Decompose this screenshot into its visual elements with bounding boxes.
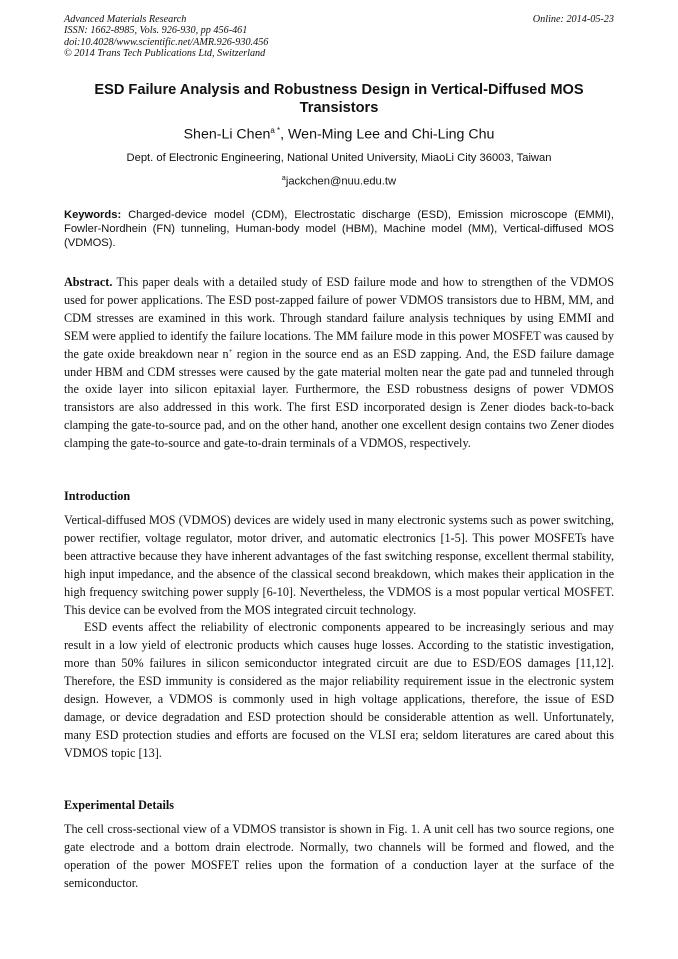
- journal-name: Advanced Materials Research: [64, 14, 187, 25]
- journal-copyright: © 2014 Trans Tech Publications Ltd, Switzerland: [64, 47, 266, 59]
- keywords-text: Charged-device model (CDM), Electrostatic discharge (ESD), Emission microscope (EMMI), Fowler-Nordhein (FN) tunneling, Human-body model (HBM), Machine model (MM), Vertical-diffused MOS (VDMOS).: [64, 209, 614, 250]
- introduction-body: [64, 512, 614, 763]
- abstract-superscript: +: [228, 346, 233, 355]
- email-address: jackchen@nuu.edu.tw: [285, 175, 397, 188]
- introduction-heading: Introduction: [64, 489, 131, 503]
- author-first: Shen-Li Chen: [183, 126, 271, 143]
- abstract-text-part1: This paper deals with a detailed study of ESD failure mode and how to strengthen of the VDMOS used for power applications. The ESD post-zapped failure of power VDMOS transistors due to HBM, MM, and CDM stresses are examined in this work. Through standard failure analysis techniques by using EMMI and SEM were applied to identify the failure locations. The MM failure mode in this power MOSFET was caused by the gate oxide breakdown near n: [64, 275, 615, 361]
- journal-issn: ISSN: 1662-8985, Vols. 926-930, pp 456-461: [64, 25, 248, 37]
- email-affil-mark: a: [281, 175, 286, 182]
- affiliation: Dept. of Electronic Engineering, National United University, MiaoLi City 36003, Taiwan: [126, 152, 552, 164]
- online-date: Online: 2014-05-23: [532, 14, 614, 25]
- experimental-paragraph-1: The cell cross-sectional view of a VDMOS transistor is shown in Fig. 1. A unit cell has two source regions, one gate electrode and a bottom drain electrode. Normally, two channels will be formed and flowed, and the operation of the power MOSFET relies upon the formation of a conduction layer at the surface of the semiconductor.: [64, 822, 614, 890]
- journal-doi: doi:10.4028/www.scientific.net/AMR.926-930.456: [64, 36, 269, 48]
- experimental-heading: Experimental Details: [64, 798, 175, 812]
- introduction-paragraph-1: Vertical-diffused MOS (VDMOS) devices are widely used in many electronic systems such as power switching, power rectifier, voltage regulator, motor driver, and automatic electronics [1-5]. This power MOSFETs have been attractive because they have inherent advantages of the fast switching response, excellent thermal stability, high input impedance, and the absence of the classical second breakdown, which makes their application in the high frequency switching power supply [6-10]. Nevertheless, the VDMOS is a most popular vertical MOSFET. This device can be evolved from the MOS integrated circuit technology.: [64, 513, 614, 617]
- author-email: [64, 172, 614, 189]
- keywords-label: Keywords:: [64, 209, 122, 221]
- abstract-label: Abstract.: [64, 275, 113, 289]
- abstract: [64, 274, 614, 453]
- author-rest: , Wen-Ming Lee and Chi-Ling Chu: [280, 126, 495, 143]
- journal-header: [64, 14, 268, 59]
- introduction-paragraph-2: ESD events affect the reliability of electronic components appeared to be increasingly serious and may result in a low yield of electronic products which causes huge losses. According to the statistic investigation, more than 50% failures in silicon semiconductor integrated circuit are due to ESD/EOS damages [11,12]. Therefore, the ESD immunity is considered as the major reliability requirement issue in the electronic system design. However, a VDMOS is commonly used in high voltage applications, therefore, the issue of ESD damage, or device degradation and ESD protection should be considerable attention as well. Unfortunately, many ESD protection studies and efforts are focused on the VLSI era; seldom literatures are cared about this VDMOS topic [13].: [64, 620, 614, 760]
- author-list: [64, 122, 614, 144]
- paper-title: ESD Failure Analysis and Robustness Design in Vertical-Diffused MOS Transistors: [94, 82, 584, 116]
- abstract-text-part2: region in the source end as an ESD zapping. And, the ESD failure damage under HBM and CDM stresses were caused by the gate material molten near the gate pad and tunneled through the oxide layer into silicon epitaxial layer. Furthermore, the ESD robustness designs of power VDMOS transistors are also addressed in this work. The first ESD incorporated design is Zener diodes back-to-back clamping the gate-to-source pad, and on the other hand, another one excellent design contains two Zener diodes clamping the gate-to-source and gate-to-drain terminals of a VDMOS, respectively.: [64, 346, 614, 451]
- author-first-affil-mark: a *: [270, 126, 281, 135]
- keywords: [64, 208, 614, 251]
